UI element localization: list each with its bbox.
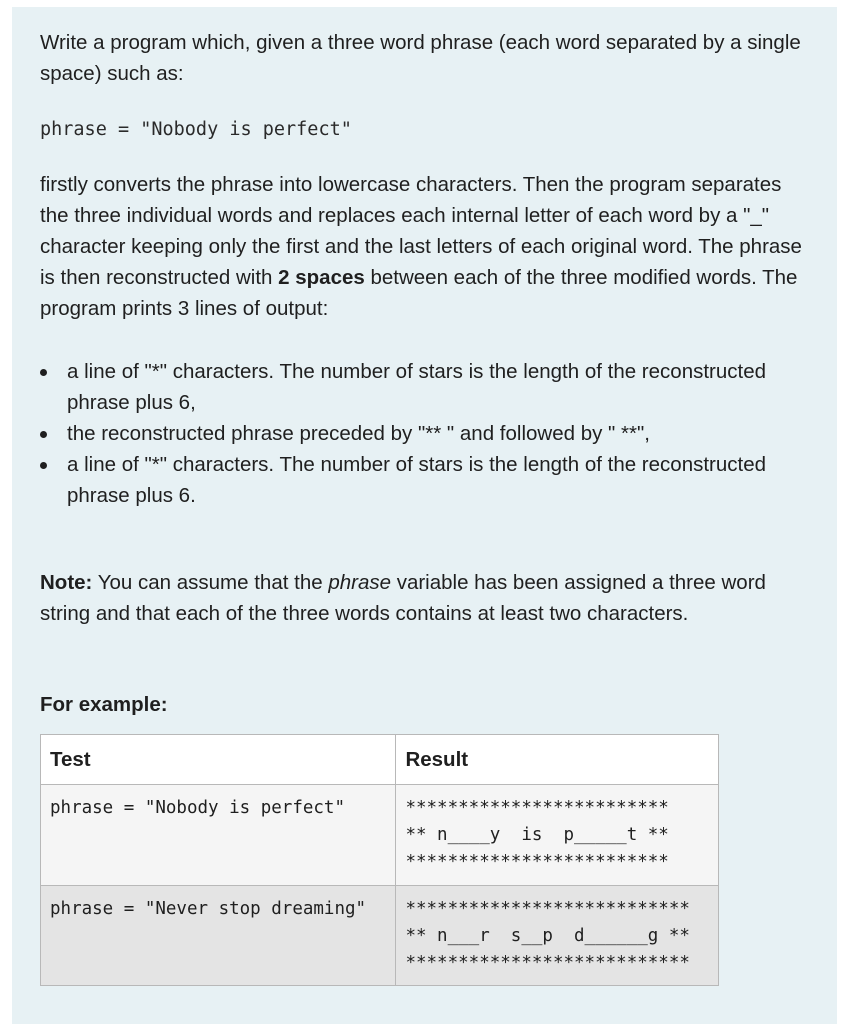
code-example: phrase = "Nobody is perfect" [40,119,352,140]
description-bold: 2 spaces [278,266,365,289]
table-row [41,886,719,986]
description-text: firstly converts the phrase into lowercase characters. Then the program separates the three individual words and replaces each internal letter of each word by a "_" character keeping only the first and the last letters of each original word. The phrase is then reconstructed with [40,173,802,289]
result-cell: *************************** ** n___r s__p d______g ** *************************** [396,886,719,986]
bullet-icon [40,462,47,469]
header-result: Result [396,735,719,785]
table-row [41,785,719,886]
list-item [67,418,767,449]
list-item [67,449,767,511]
list-item-text: a line of "*" characters. The number of stars is the length of the reconstructed phrase plus 6. [67,453,767,507]
header-test: Test [41,735,396,785]
example-heading: For example: [40,693,168,716]
table-header-row [41,735,719,785]
list-item-text: the reconstructed phrase preceded by "** " and followed by " **", [67,422,650,445]
description-paragraph [40,169,810,324]
output-rules-list [40,356,767,511]
test-cell: phrase = "Never stop dreaming" [41,886,396,986]
description-text-end: between each of the three modified words. The program prints 3 lines of output: [40,266,798,320]
note-italic: phrase [328,571,391,594]
result-cell: ************************* ** n____y is p_____t ** ************************* [396,785,719,886]
list-item [67,356,767,418]
note-text: You can assume that the [92,571,329,594]
note-text-end: variable has been assigned a three word string and that each of the three words contains at least two characters. [40,571,766,625]
list-item-text: a line of "*" characters. The number of stars is the length of the reconstructed phrase plus 6, [67,360,767,414]
intro-text: Write a program which, given a three word phrase (each word separated by a single space) such as: [40,31,801,85]
bullet-icon [40,369,47,376]
bullet-icon [40,431,47,438]
example-table [40,734,719,986]
question-panel [12,7,837,1024]
note-paragraph [40,567,810,629]
note-label: Note: [40,571,93,594]
intro-paragraph [40,27,810,89]
test-cell: phrase = "Nobody is perfect" [41,785,396,886]
